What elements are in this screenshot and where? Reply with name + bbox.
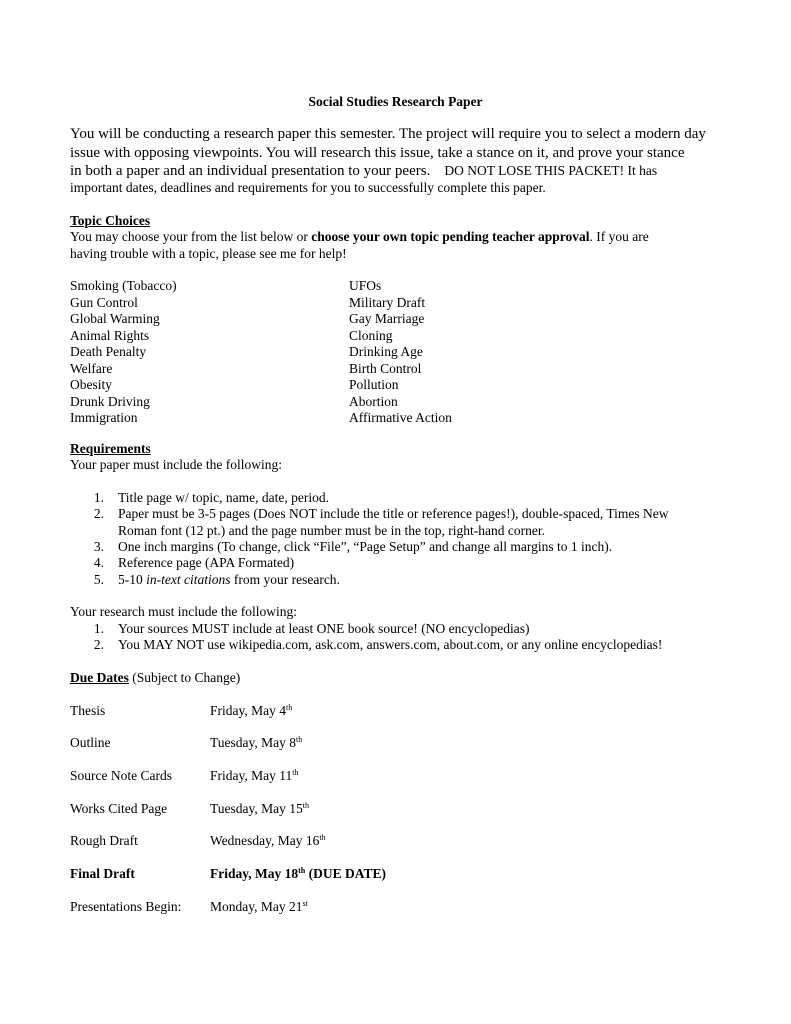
date-suffix: th bbox=[296, 735, 303, 744]
topic-choices-line-1 bbox=[70, 229, 649, 246]
list-number: 1. bbox=[93, 621, 104, 636]
list-number: 2. bbox=[93, 506, 104, 521]
topic-text: You may choose your from the list below or bbox=[70, 229, 312, 244]
topic-item: Gay Marriage bbox=[349, 311, 425, 326]
due-date-label: Works Cited Page bbox=[70, 801, 168, 816]
topic-item: Global Warming bbox=[70, 311, 160, 326]
requirement-text-end: from your research. bbox=[230, 572, 340, 587]
topic-item: Immigration bbox=[70, 410, 138, 425]
due-dates-heading: Due Dates bbox=[70, 670, 129, 685]
list-number: 2. bbox=[93, 637, 104, 652]
date-suffix: th bbox=[319, 833, 326, 842]
date-text: Tuesday, May 15 bbox=[210, 801, 303, 816]
requirement-text: Title page w/ topic, name, date, period. bbox=[118, 490, 329, 505]
requirement-text: 5-10 bbox=[118, 572, 147, 587]
topic-list-left bbox=[70, 278, 177, 427]
topic-item: Animal Rights bbox=[70, 327, 150, 343]
requirement-item-5 bbox=[70, 572, 340, 589]
date-suffix: st bbox=[302, 899, 308, 908]
due-date-value bbox=[210, 899, 308, 916]
topic-item: Gun Control bbox=[70, 294, 138, 310]
topic-item: Affirmative Action bbox=[349, 410, 452, 425]
due-dates-header bbox=[70, 670, 240, 687]
topic-choices-line-2: having trouble with a topic, please see me for help! bbox=[70, 246, 347, 261]
topic-bold-text: choose your own topic pending teacher approval bbox=[311, 229, 590, 244]
page-title: Social Studies Research Paper bbox=[308, 94, 483, 109]
research-text: Your sources MUST include at least ONE book source! (NO encyclopedias) bbox=[118, 621, 530, 636]
topic-item: Smoking (Tobacco) bbox=[70, 278, 177, 293]
intro-line-3 bbox=[70, 163, 657, 180]
requirement-item-2-cont: Roman font (12 pt.) and the page number must be in the top, right-hand corner. bbox=[118, 523, 546, 538]
intro-line-3-text: in both a paper and an individual presentation to your peers. bbox=[70, 163, 431, 179]
requirement-item-1 bbox=[70, 490, 329, 507]
topic-item: Military Draft bbox=[349, 294, 426, 310]
requirement-item-3 bbox=[70, 539, 612, 556]
requirements-heading: Requirements bbox=[70, 441, 151, 456]
date-suffix: th bbox=[292, 768, 299, 777]
due-date-value bbox=[210, 833, 326, 850]
topic-text-end: . If you are bbox=[589, 229, 649, 244]
requirement-italic-text: in-text citations bbox=[146, 572, 231, 587]
due-date-value bbox=[210, 801, 309, 818]
list-number: 3. bbox=[93, 539, 104, 554]
due-dates-note: (Subject to Change) bbox=[128, 670, 241, 685]
list-number: 5. bbox=[93, 572, 104, 587]
topic-item: Pollution bbox=[349, 377, 399, 392]
date-text: Friday, May 11 bbox=[210, 768, 293, 783]
due-date-value bbox=[210, 703, 292, 720]
research-item-2 bbox=[70, 637, 662, 654]
requirement-text: Reference page (APA Formated) bbox=[118, 555, 295, 570]
due-date-label: Rough Draft bbox=[70, 833, 138, 848]
intro-line-1: You will be conducting a research paper this semester. The project will require you to select a modern day bbox=[70, 126, 706, 142]
requirement-text: Paper must be 3-5 pages (Does NOT include the title or reference pages!), double-spaced, Times New bbox=[118, 506, 669, 521]
due-date-value bbox=[210, 866, 386, 883]
due-date-label: Final Draft bbox=[70, 866, 135, 881]
due-date-label: Source Note Cards bbox=[70, 768, 172, 783]
intro-warning: DO NOT LOSE THIS PACKET! It has bbox=[444, 163, 658, 178]
research-item-1 bbox=[70, 621, 530, 638]
due-date-label: Outline bbox=[70, 735, 111, 750]
topic-item: Drunk Driving bbox=[70, 393, 150, 409]
due-date-label: Presentations Begin: bbox=[70, 899, 182, 914]
date-text: Monday, May 21 bbox=[210, 899, 303, 914]
date-text: Tuesday, May 8 bbox=[210, 735, 297, 750]
intro-line-4: important dates, deadlines and requirements for you to successfully complete this paper. bbox=[70, 180, 546, 195]
topic-item: Death Penalty bbox=[70, 344, 147, 359]
date-text: Wednesday, May 16 bbox=[210, 833, 320, 848]
topic-item: Obesity bbox=[70, 377, 112, 392]
requirement-item-2 bbox=[70, 506, 668, 523]
due-date-flag: (DUE DATE) bbox=[305, 866, 386, 881]
due-date-value bbox=[210, 735, 302, 752]
date-text: Friday, May 4 bbox=[210, 703, 286, 718]
due-date-value bbox=[210, 768, 298, 785]
topic-item: Birth Control bbox=[349, 360, 422, 376]
research-text: You MAY NOT use wikipedia.com, ask.com, answers.com, about.com, or any online encyclopedias! bbox=[118, 637, 663, 652]
topic-item: Drinking Age bbox=[349, 344, 423, 359]
requirements-intro: Your paper must include the following: bbox=[70, 457, 282, 472]
list-number: 4. bbox=[93, 555, 104, 570]
topic-list-right bbox=[349, 278, 452, 427]
date-text: Friday, May 18 bbox=[210, 866, 299, 881]
date-suffix: th bbox=[286, 703, 293, 712]
due-date-label: Thesis bbox=[70, 703, 106, 718]
topic-choices-heading: Topic Choices bbox=[70, 213, 151, 228]
research-intro: Your research must include the following: bbox=[70, 604, 297, 619]
date-suffix: th bbox=[298, 866, 306, 875]
requirement-item-4 bbox=[70, 555, 294, 572]
topic-item: Cloning bbox=[349, 327, 393, 343]
topic-item: Abortion bbox=[349, 393, 398, 409]
requirement-text: One inch margins (To change, click “File”, “Page Setup” and change all margins to 1 inch). bbox=[118, 539, 613, 554]
list-number: 1. bbox=[93, 490, 104, 505]
topic-item: UFOs bbox=[349, 278, 382, 293]
intro-line-2: issue with opposing viewpoints. You will research this issue, take a stance on it, and prove your stance bbox=[70, 145, 685, 161]
topic-item: Welfare bbox=[70, 360, 113, 376]
date-suffix: th bbox=[302, 801, 309, 810]
